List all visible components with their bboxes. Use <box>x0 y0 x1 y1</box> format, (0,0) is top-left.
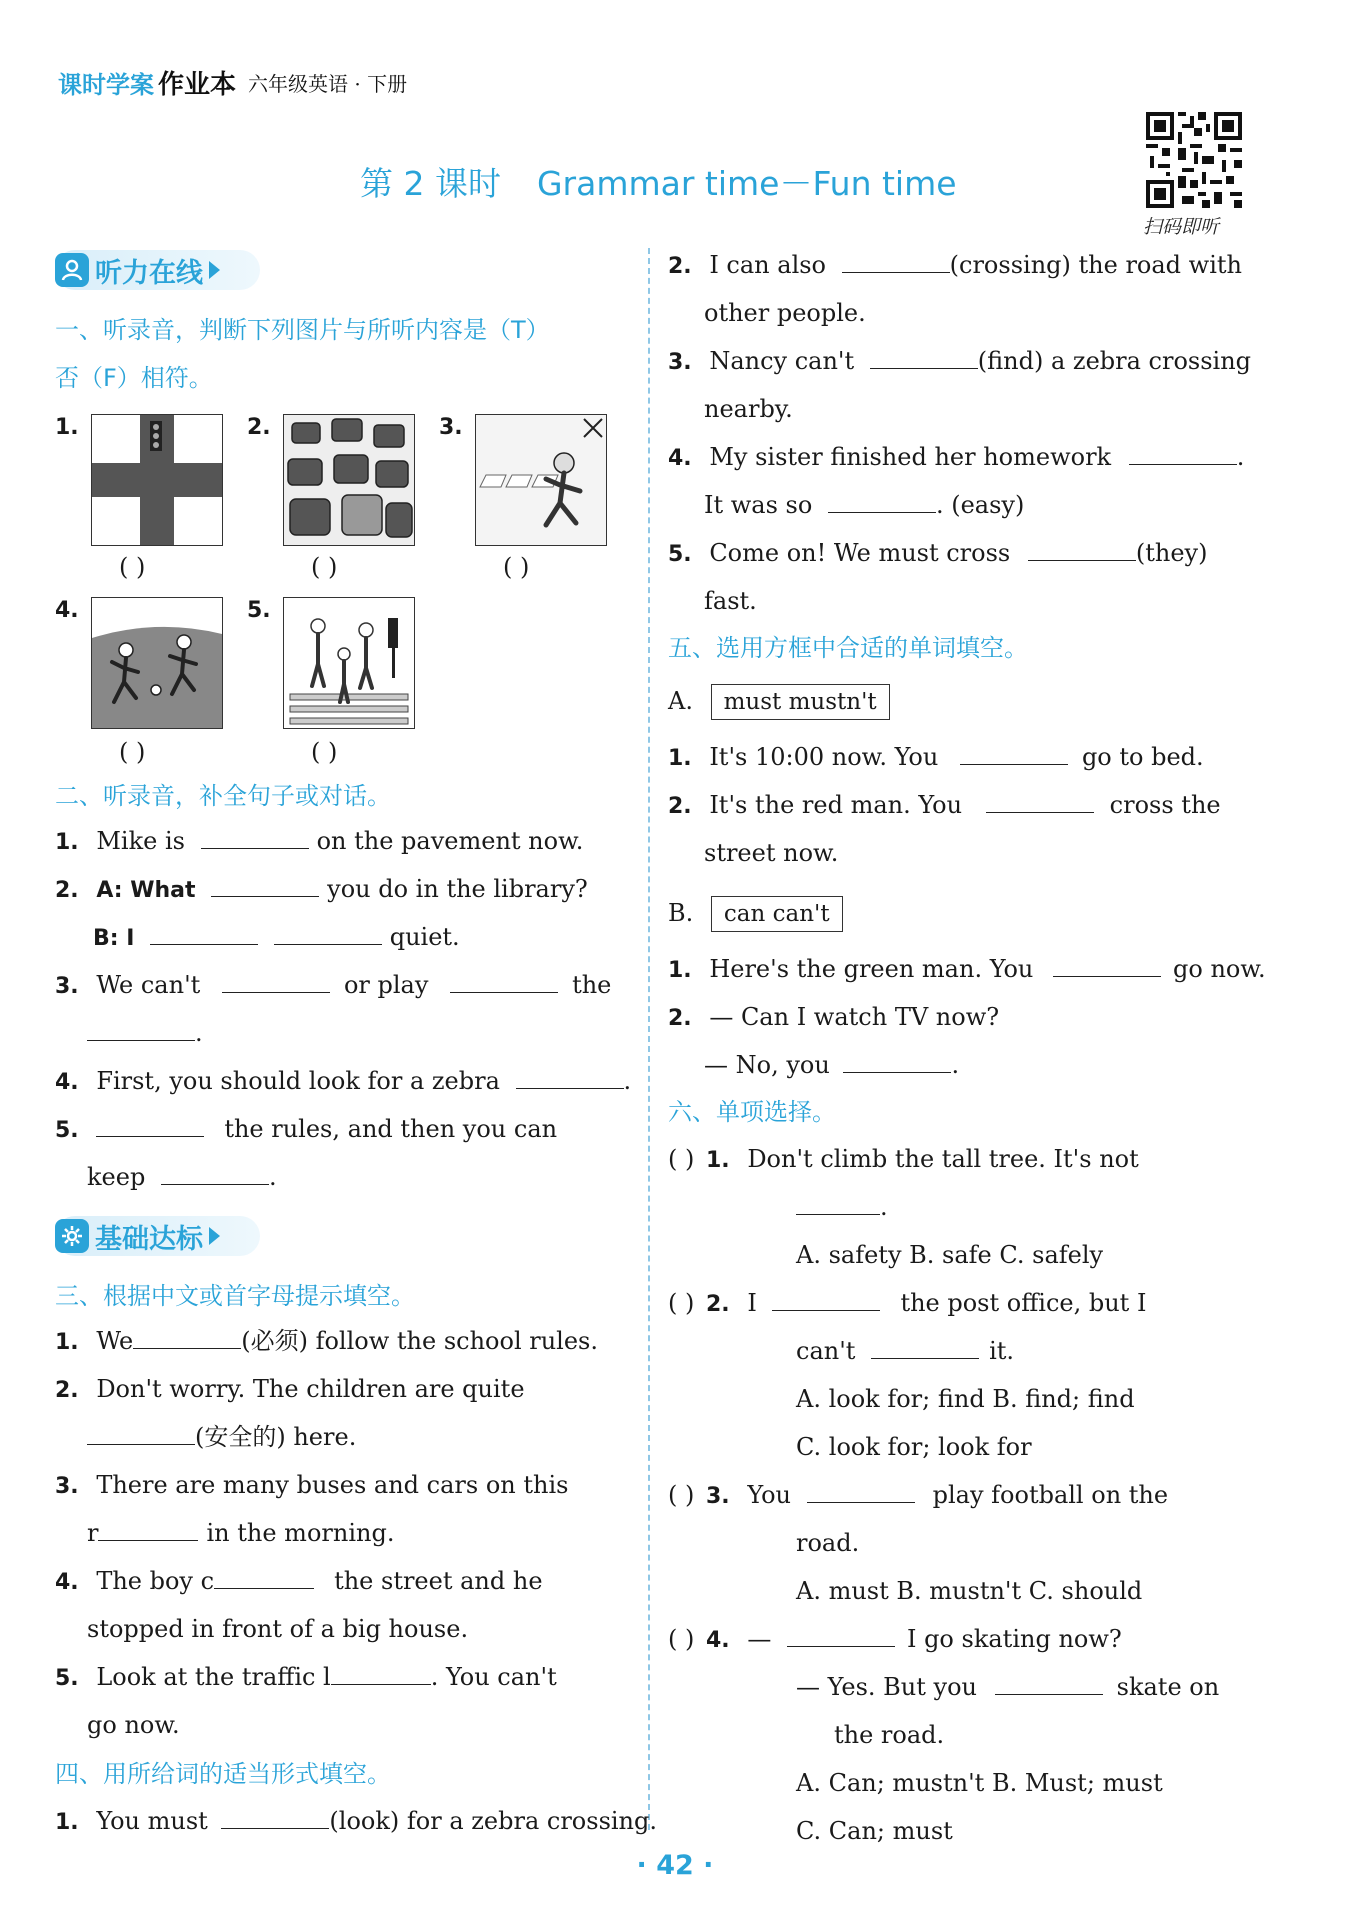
basic-banner <box>55 1216 220 1256</box>
answer-blank[interactable] <box>201 826 309 849</box>
sec3-question-2: 2. Don't worry. The children are quite <box>55 1375 525 1403</box>
sec4-question-4: 4. My sister finished her homework . <box>668 443 1245 471</box>
qr-code-icon[interactable] <box>1146 112 1242 208</box>
answer-blank[interactable] <box>787 1624 895 1647</box>
answer-parentheses[interactable]: ( ) <box>311 553 338 581</box>
answer-parentheses[interactable]: ( ) <box>668 1289 695 1317</box>
sec6-question-1-options[interactable]: A. safety B. safe C. safely <box>796 1241 1104 1269</box>
word-box: can can't <box>711 896 843 932</box>
sec4-question-1: 1. You must (look) for a zebra crossing. <box>55 1807 658 1835</box>
answer-blank[interactable] <box>1129 442 1237 465</box>
sec4-question-2-cont: other people. <box>704 299 866 327</box>
page-header <box>58 62 407 102</box>
answer-blank[interactable] <box>331 1662 431 1685</box>
zebra-crossing-picture <box>283 597 415 729</box>
lesson-number: 第 2 课时 <box>360 164 501 203</box>
sec5-part-a-header: A. must mustn't <box>668 684 890 720</box>
sec3-title: 三、根据中文或首字母提示填空。 <box>55 1282 415 1310</box>
arrow-right-icon <box>209 1227 220 1245</box>
answer-parentheses[interactable]: ( ) <box>503 553 530 581</box>
basic-label: 基础达标 <box>95 1223 203 1255</box>
sec6-question-4: ( ) 4. — I go skating now? <box>668 1625 1122 1653</box>
sec4-question-5-cont: fast. <box>704 587 757 615</box>
answer-parentheses[interactable]: ( ) <box>668 1481 695 1509</box>
answer-parentheses[interactable]: ( ) <box>311 738 338 766</box>
brand-black: 作业本 <box>158 69 237 100</box>
arrow-right-icon <box>209 261 220 279</box>
answer-blank[interactable] <box>211 874 319 897</box>
football-kids-picture <box>91 597 223 729</box>
sec5-b-question-2: 2. — Can I watch TV now? <box>668 1003 1000 1031</box>
sec3-question-2-cont: (安全的) here. <box>87 1422 356 1452</box>
sec4-question-3: 3. Nancy can't (find) a zebra crossing <box>668 347 1252 375</box>
answer-parentheses[interactable]: ( ) <box>119 738 146 766</box>
sec4-title: 四、用所给词的适当形式填空。 <box>55 1760 391 1788</box>
sec3-question-4-cont: stopped in front of a big house. <box>87 1615 469 1643</box>
picture-number: 5. <box>247 598 271 623</box>
answer-blank[interactable] <box>274 922 382 945</box>
book-subtitle: 六年级英语 · 下册 <box>248 71 408 96</box>
sec6-question-3-options[interactable]: A. must B. mustn't C. should <box>796 1577 1143 1605</box>
sec2-title: 二、听录音，补全句子或对话。 <box>55 782 391 810</box>
sec2-question-2-reply: B: I quiet. <box>93 923 460 951</box>
sec6-question-3-cont: road. <box>796 1529 860 1557</box>
sec6-question-1: ( ) 1. Don't climb the tall tree. It's not <box>668 1145 1139 1173</box>
sec5-a-question-1: 1. It's 10:00 now. You go to bed. <box>668 743 1204 771</box>
answer-parentheses[interactable]: ( ) <box>668 1625 695 1653</box>
answer-blank[interactable] <box>221 1806 329 1829</box>
sec5-b-question-1: 1. Here's the green man. You go now. <box>668 955 1266 983</box>
sec4-question-3-cont: nearby. <box>704 395 793 423</box>
sec5-b-question-2-reply: — No, you . <box>704 1051 960 1079</box>
answer-blank[interactable] <box>1028 538 1136 561</box>
answer-blank[interactable] <box>87 1422 195 1445</box>
sec6-question-4-options-2[interactable]: C. Can; must <box>796 1817 953 1845</box>
sec6-question-4-reply: — Yes. But you skate on <box>796 1673 1220 1701</box>
picture-number: 3. <box>439 415 463 440</box>
answer-blank[interactable] <box>133 1326 241 1349</box>
answer-blank[interactable] <box>828 490 936 513</box>
sec5-a-question-2-cont: street now. <box>704 839 839 867</box>
answer-blank[interactable] <box>807 1480 915 1503</box>
answer-blank[interactable] <box>986 790 1094 813</box>
sec6-question-2-options-2[interactable]: C. look for; look for <box>796 1433 1032 1461</box>
answer-blank[interactable] <box>1053 954 1161 977</box>
sec4-question-4-cont: It was so . (easy) <box>704 491 1025 519</box>
page-number: · 42 · <box>636 1850 714 1881</box>
answer-blank[interactable] <box>161 1162 269 1185</box>
sec6-question-1-cont: . <box>796 1192 888 1222</box>
answer-blank[interactable] <box>870 346 978 369</box>
answer-blank[interactable] <box>772 1288 880 1311</box>
sec5-a-question-2: 2. It's the red man. You cross the <box>668 791 1221 819</box>
listening-label: 听力在线 <box>95 257 203 289</box>
sec3-question-3-cont: r in the morning. <box>87 1519 395 1547</box>
answer-blank[interactable] <box>842 250 950 273</box>
running-boy-picture <box>475 414 607 546</box>
answer-blank[interactable] <box>843 1050 951 1073</box>
lesson-title <box>360 158 957 205</box>
sec5-title: 五、选用方框中合适的单词填空。 <box>668 634 1028 662</box>
picture-number: 4. <box>55 598 79 623</box>
sec4-question-5: 5. Come on! We must cross (they) <box>668 539 1208 567</box>
sec6-question-3: ( ) 3. You play football on the <box>668 1481 1169 1509</box>
person-icon <box>55 253 89 287</box>
sec3-question-4: 4. The boy c the street and he <box>55 1567 543 1595</box>
sec3-question-5-cont: go now. <box>87 1711 180 1739</box>
sec2-question-3-cont: . <box>87 1018 203 1048</box>
answer-blank[interactable] <box>98 1518 198 1541</box>
answer-blank[interactable] <box>516 1066 624 1089</box>
answer-parentheses[interactable]: ( ) <box>668 1145 695 1173</box>
answer-blank[interactable] <box>222 970 330 993</box>
sec2-question-5-cont: keep . <box>87 1163 277 1191</box>
answer-blank[interactable] <box>871 1336 979 1359</box>
sec6-question-4-cont: the road. <box>834 1721 945 1749</box>
answer-blank[interactable] <box>96 1114 204 1137</box>
sec6-title: 六、单项选择。 <box>668 1098 836 1126</box>
picture-number: 1. <box>55 415 79 440</box>
crossroads-picture <box>91 414 223 546</box>
sec3-question-3: 3. There are many buses and cars on this <box>55 1471 569 1499</box>
sec2-question-5: 5. the rules, and then you can <box>55 1115 558 1143</box>
sec6-question-2-cont: can't it. <box>796 1337 1015 1365</box>
sec2-question-4: 4. First, you should look for a zebra . <box>55 1067 632 1095</box>
answer-parentheses[interactable]: ( ) <box>119 553 146 581</box>
sec6-question-2-options-1[interactable]: A. look for; find B. find; find <box>796 1385 1135 1413</box>
answer-blank[interactable] <box>995 1672 1103 1695</box>
column-divider <box>648 248 650 1830</box>
sec3-question-5: 5. Look at the traffic l . You can't <box>55 1663 557 1691</box>
answer-blank[interactable] <box>450 970 558 993</box>
sec4-question-2: 2. I can also (crossing) the road with <box>668 251 1242 279</box>
answer-blank[interactable] <box>87 1018 195 1041</box>
answer-blank[interactable] <box>150 922 258 945</box>
sec1-title-line1: 一、听录音，判断下列图片与所听内容是（T） <box>55 316 550 344</box>
sec2-question-3: 3. We can't or play the <box>55 971 612 999</box>
word-box: must mustn't <box>711 684 890 720</box>
sec6-question-2: ( ) 2. I the post office, but I <box>668 1289 1147 1317</box>
sec2-question-1: 1. Mike is on the pavement now. <box>55 827 584 855</box>
qr-caption: 扫码即听 <box>1143 216 1220 238</box>
traffic-jam-picture <box>283 414 415 546</box>
sec5-part-b-header: B. can can't <box>668 896 843 932</box>
sec2-question-2: 2. A: What you do in the library? <box>55 875 588 903</box>
answer-blank[interactable] <box>214 1566 314 1589</box>
listening-banner <box>55 250 220 290</box>
answer-blank[interactable] <box>960 742 1068 765</box>
sec1-title-line2: 否（F）相符。 <box>55 364 213 392</box>
sec6-question-4-options-1[interactable]: A. Can; mustn't B. Must; must <box>796 1769 1163 1797</box>
brand-blue: 课时学案 <box>58 70 154 99</box>
lesson-topic: Grammar time－Fun time <box>536 164 957 203</box>
sec3-question-1: 1. We (必须) follow the school rules. <box>55 1327 598 1355</box>
answer-blank[interactable] <box>796 1192 880 1215</box>
picture-number: 2. <box>247 415 271 440</box>
gear-icon <box>55 1219 89 1253</box>
